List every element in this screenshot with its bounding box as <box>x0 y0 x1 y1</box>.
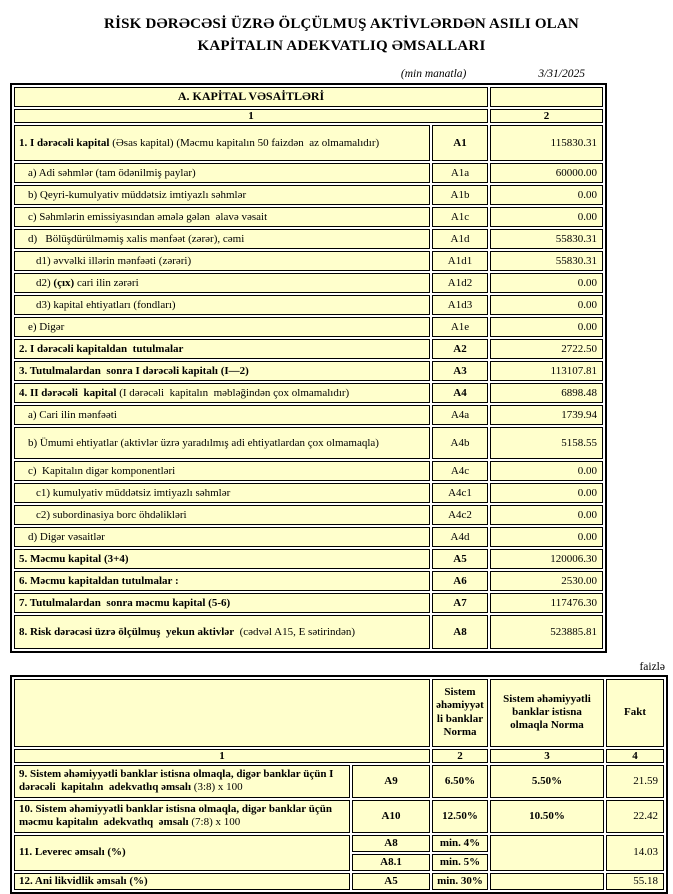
row-code: A1a <box>432 163 488 183</box>
fact-value: 22.42 <box>606 800 664 833</box>
column-number-row <box>14 749 664 763</box>
table-row <box>14 251 603 271</box>
row-label: a) Cari ilin mənfəəti <box>14 405 430 425</box>
unit-note: (min manatla) <box>400 67 467 80</box>
row-code: A6 <box>432 571 488 591</box>
row-value: 1739.94 <box>490 405 603 425</box>
report-date: 3/31/2025 <box>538 67 585 80</box>
col-num-3: 3 <box>490 749 604 763</box>
norm-other-value: 5.50% <box>490 765 604 798</box>
col-num-2: 2 <box>490 109 603 123</box>
row-value: 0.00 <box>490 317 603 337</box>
row-code: A8 <box>352 835 430 852</box>
table-row <box>14 483 603 503</box>
section-header-row <box>14 87 603 107</box>
row-label: 9. Sistem əhəmiyyətli banklar istisna olmaqla, digər banklar üçün I dərəcəli kapitalın adekvatlıq əmsalı (3:8) x 100 <box>14 765 350 798</box>
norm-systemic-value: 6.50% <box>432 765 488 798</box>
fact-value: 14.03 <box>606 835 664 871</box>
norm-min-value: min. 4% <box>432 835 488 852</box>
col-num-1: 1 <box>14 109 488 123</box>
table-row <box>14 361 603 381</box>
row-label: c) Kapitalın digər komponentləri <box>14 461 430 481</box>
row-label: d3) kapital ehtiyatları (fondları) <box>14 295 430 315</box>
row-value: 0.00 <box>490 527 603 547</box>
table-row-9 <box>14 765 664 798</box>
capital-table <box>10 83 607 653</box>
norm-min-value: min. 5% <box>432 854 488 871</box>
norm-min-value: min. 30% <box>432 873 488 890</box>
page-title: RİSK DƏRƏCƏSİ ÜZRƏ ÖLÇÜLMUŞ AKTİVLƏRDƏN ASILI OLAN KAPİTALIN ADEKVATLIQ ƏMSALLARI <box>104 16 579 54</box>
table-row <box>14 383 603 403</box>
row-code: A4b <box>432 427 488 459</box>
table-row <box>14 229 603 249</box>
norm-other-empty-cell <box>490 835 604 871</box>
table-row <box>14 339 603 359</box>
row-code: A1d2 <box>432 273 488 293</box>
row-value: 6898.48 <box>490 383 603 403</box>
header-norm-systemic: Sistem əhəmiyyətli banklar Norma <box>432 679 488 747</box>
col-num-4: 4 <box>606 749 664 763</box>
row-code: A8.1 <box>352 854 430 871</box>
table-row-10 <box>14 800 664 833</box>
row-label: b) Qeyri-kumulyativ müddətsiz imtiyazlı səhmlər <box>14 185 430 205</box>
row-value: 117476.30 <box>490 593 603 613</box>
table-row <box>14 549 603 569</box>
table-row <box>14 273 603 293</box>
row-label: d1) əvvəlki illərin mənfəəti (zərəri) <box>14 251 430 271</box>
norm-other-value: 10.50% <box>490 800 604 833</box>
row-label: 10. Sistem əhəmiyyətli banklar istisna olmaqla, digər banklar üçün məcmu kapitalın adekvatlıq əmsalı (7:8) x 100 <box>14 800 350 833</box>
percent-note: faizlə <box>639 660 665 673</box>
row-label: c) Səhmlərin emissiyasından əmələ gələn əlavə vəsait <box>14 207 430 227</box>
row-value: 0.00 <box>490 207 603 227</box>
row-code: A5 <box>352 873 430 890</box>
table-row <box>14 615 603 649</box>
column-number-row <box>14 109 603 123</box>
fact-value: 21.59 <box>606 765 664 798</box>
row-code: A4a <box>432 405 488 425</box>
row-code: A2 <box>432 339 488 359</box>
row-value: 0.00 <box>490 273 603 293</box>
row-value: 113107.81 <box>490 361 603 381</box>
row-code: A1e <box>432 317 488 337</box>
row-code: A1d1 <box>432 251 488 271</box>
row-value: 0.00 <box>490 295 603 315</box>
table-row <box>14 207 603 227</box>
row-code: A1d3 <box>432 295 488 315</box>
row-label: 3. Tutulmalardan sonra I dərəcəli kapitalı (I—2) <box>14 361 430 381</box>
table-row <box>14 505 603 525</box>
row-label: e) Digər <box>14 317 430 337</box>
row-code: A1d <box>432 229 488 249</box>
row-value: 2722.50 <box>490 339 603 359</box>
row-label: d) Digər vəsaitlər <box>14 527 430 547</box>
meta-row <box>10 68 629 80</box>
table-row <box>14 593 603 613</box>
table-row <box>14 125 603 161</box>
row-value: 60000.00 <box>490 163 603 183</box>
row-value: 523885.81 <box>490 615 603 649</box>
table-row-11a <box>14 835 664 852</box>
row-value: 0.00 <box>490 505 603 525</box>
row-code: A4 <box>432 383 488 403</box>
row-label: d) Bölüşdürülməmiş xalis mənfəət (zərər), cəmi <box>14 229 430 249</box>
row-code: A1c <box>432 207 488 227</box>
row-code: A1b <box>432 185 488 205</box>
table-row <box>14 571 603 591</box>
row-label: 4. II dərəcəli kapital (I dərəcəli kapitalın məbləğindən çox olmamalıdır) <box>14 383 430 403</box>
row-label: 12. Ani likvidlik əmsalı (%) <box>14 873 350 890</box>
row-code: A3 <box>432 361 488 381</box>
row-label: 1. I dərəcəli kapital (Əsas kapital) (Məcmu kapitalın 50 faizdən az olmamalıdır) <box>14 125 430 161</box>
table-row <box>14 317 603 337</box>
row-label: 5. Məcmu kapital (3+4) <box>14 549 430 569</box>
table-row-12 <box>14 873 664 890</box>
row-code: A4d <box>432 527 488 547</box>
norm-other-empty-cell <box>490 873 604 890</box>
fact-value: 55.18 <box>606 873 664 890</box>
section-header-empty-cell <box>490 87 603 107</box>
row-code: A9 <box>352 765 430 798</box>
section-title: A. KAPİTAL VƏSAİTLƏRİ <box>14 87 488 107</box>
row-label: b) Ümumi ehtiyatlar (aktivlər üzrə yaradılmış adi ehtiyatlardan çox olmamaqla) <box>14 427 430 459</box>
row-value: 0.00 <box>490 483 603 503</box>
row-value: 120006.30 <box>490 549 603 569</box>
row-value: 0.00 <box>490 185 603 205</box>
table-row <box>14 527 603 547</box>
row-value: 55830.31 <box>490 229 603 249</box>
row-label: 7. Tutulmalardan sonra məcmu kapital (5-6) <box>14 593 430 613</box>
row-label: c1) kumulyativ müddətsiz imtiyazlı səhmlər <box>14 483 430 503</box>
row-code: A7 <box>432 593 488 613</box>
row-code: A4c2 <box>432 505 488 525</box>
table-row <box>14 461 603 481</box>
row-label: d2) (çıx) cari ilin zərəri <box>14 273 430 293</box>
ratios-header-empty-cell <box>14 679 430 747</box>
col-num-1: 1 <box>14 749 430 763</box>
header-fact: Fakt <box>606 679 664 747</box>
table-row <box>14 405 603 425</box>
table-row <box>14 185 603 205</box>
row-value: 2530.00 <box>490 571 603 591</box>
row-code: A1 <box>432 125 488 161</box>
row-code: A4c1 <box>432 483 488 503</box>
row-label: 11. Leverec əmsalı (%) <box>14 835 350 871</box>
row-label: 6. Məcmu kapitaldan tutulmalar : <box>14 571 430 591</box>
row-code: A4c <box>432 461 488 481</box>
row-value: 0.00 <box>490 461 603 481</box>
row-label: a) Adi səhmlər (tam ödənilmiş paylar) <box>14 163 430 183</box>
table-row <box>14 295 603 315</box>
row-value: 115830.31 <box>490 125 603 161</box>
row-label: 2. I dərəcəli kapitaldan tutulmalar <box>14 339 430 359</box>
ratios-header-row <box>14 679 664 747</box>
row-code: A5 <box>432 549 488 569</box>
norm-systemic-value: 12.50% <box>432 800 488 833</box>
row-label: c2) subordinasiya borc öhdəlikləri <box>14 505 430 525</box>
row-code: A10 <box>352 800 430 833</box>
col-num-2: 2 <box>432 749 488 763</box>
row-code: A8 <box>432 615 488 649</box>
header-norm-other: Sistem əhəmiyyətli banklar istisna olmaqla Norma <box>490 679 604 747</box>
row-value: 55830.31 <box>490 251 603 271</box>
row-label: 8. Risk dərəcəsi üzrə ölçülmuş yekun aktivlər (cədvəl A15, E sətirindən) <box>14 615 430 649</box>
table-row <box>14 163 603 183</box>
table-row <box>14 427 603 459</box>
ratios-table <box>10 675 668 894</box>
row-value: 5158.55 <box>490 427 603 459</box>
